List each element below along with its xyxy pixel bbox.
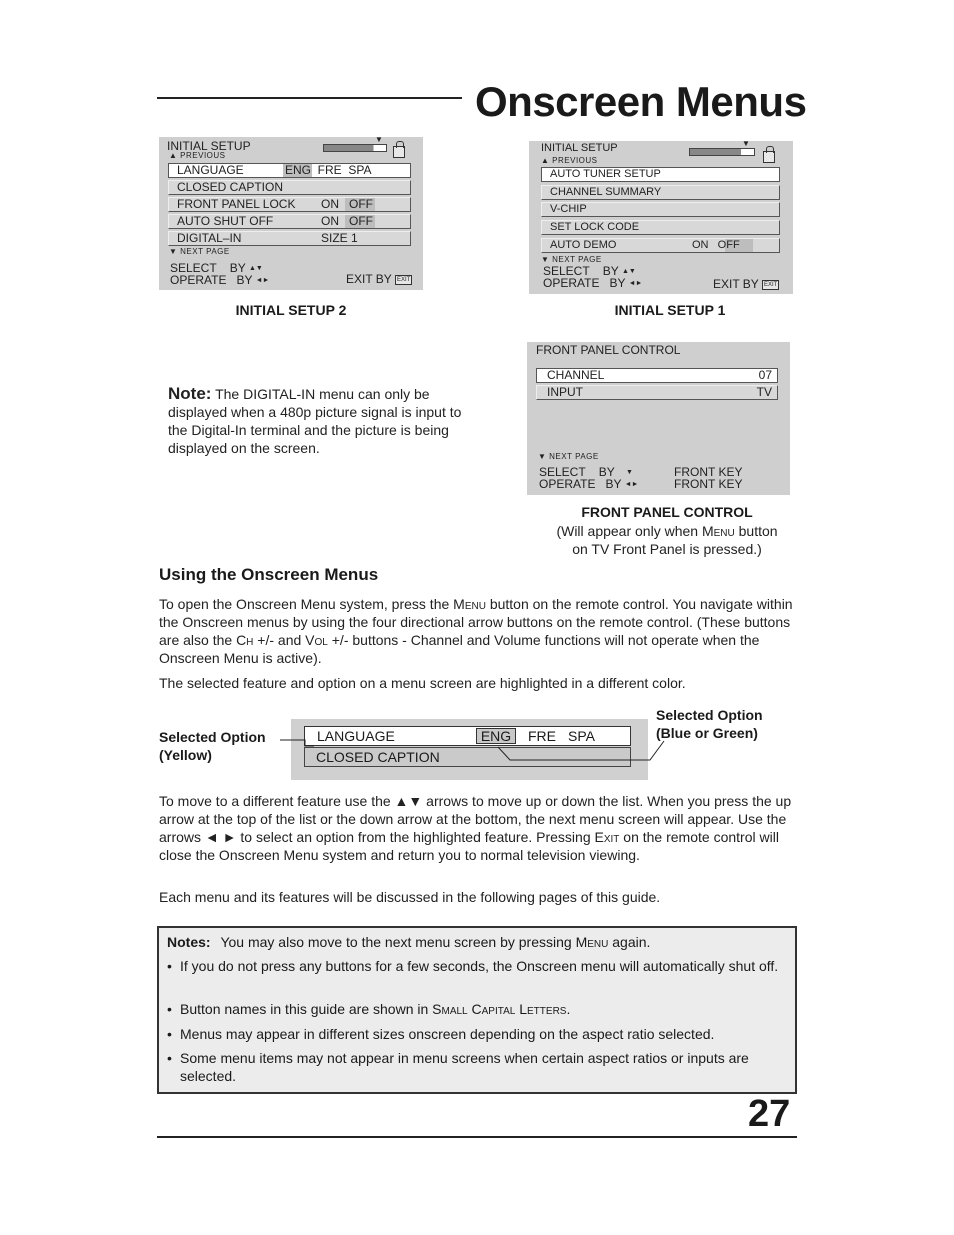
row-label: AUTO DEMO xyxy=(550,239,617,251)
row-value: ON OFF xyxy=(692,239,740,251)
up-down-arrows-icon: ▲▼ xyxy=(248,265,263,273)
down-arrow-icon: ▼ xyxy=(169,247,178,256)
page-title: Onscreen Menus xyxy=(475,78,807,125)
previous-label: ▲ PREVIOUS xyxy=(169,151,226,160)
select-by-label: SELECT BY ▼ xyxy=(539,465,633,479)
row-value: SIZE 1 xyxy=(321,231,358,245)
select-by-label: SELECT BY ▲▼ xyxy=(170,261,263,275)
option-spa[interactable]: SPA xyxy=(568,728,595,744)
page-number: 27 xyxy=(748,1093,791,1135)
option-fre[interactable]: FRE xyxy=(528,728,556,744)
notes-box: Notes: You may also move to the next menu screen by pressing Menu again. • If you do not press any buttons for a few seconds, the Onscreen menu will automatically shut off. • Button names in this guide are shown in Small Capital Letters. • Menus may appear in different sizes onscreen depending on the aspect ratio selected. • Some menu items may not appear in menu screens when certain aspect ratios or inputs are selected. xyxy=(157,926,797,1094)
callout-line-yellow xyxy=(280,740,314,746)
left-right-arrows-icon: ◄► xyxy=(624,481,639,489)
callout-line-blue xyxy=(498,741,664,760)
row-value: ENG FRE SPA xyxy=(285,163,372,177)
next-page-label: ▼ NEXT PAGE xyxy=(169,247,230,256)
note-text: The DIGITAL-IN menu can only be displayed when a 480p picture signal is input to the Digital-In terminal and the picture is being displayed on the screen. xyxy=(168,386,462,456)
row-value: TV xyxy=(756,385,772,399)
paragraph-highlight: The selected feature and option on a menu screen are highlighted in a different color. xyxy=(159,675,686,691)
menu-title: INITIAL SETUP xyxy=(541,142,618,154)
previous-label: ▲ PREVIOUS xyxy=(541,156,598,165)
row-label: V-CHIP xyxy=(550,203,587,215)
row-label: CHANNEL xyxy=(547,368,605,382)
left-right-arrows-icon: ◄► xyxy=(628,280,643,288)
left-right-arrows-icon: ◄► xyxy=(255,277,270,285)
exit-icon: EXIT xyxy=(396,276,411,283)
up-arrow-icon: ▲ xyxy=(169,151,178,160)
down-arrow-icon: ▼ xyxy=(541,255,550,264)
caption-initial-setup-1: INITIAL SETUP 1 xyxy=(614,302,726,318)
marker-down-icon: ▼ xyxy=(375,135,383,144)
menu-title: INITIAL SETUP xyxy=(167,139,251,153)
row-label: CLOSED CAPTION xyxy=(316,749,440,765)
selected-option-blue-label: Selected Option (Blue or Green) xyxy=(656,707,763,741)
up-down-arrows-icon: ▲▼ xyxy=(621,268,636,276)
caption-initial-setup-2: INITIAL SETUP 2 xyxy=(235,302,347,318)
paragraph-discussed: Each menu and its features will be discussed in the following pages of this guide. xyxy=(159,889,661,905)
notes-label: Notes: xyxy=(167,934,211,950)
exit-by-label: EXIT BY EXIT xyxy=(346,272,411,286)
row-label: FRONT PANEL LOCK xyxy=(177,197,296,211)
operate-by-label: OPERATE BY ◄► xyxy=(543,276,643,290)
menu-title: FRONT PANEL CONTROL xyxy=(536,343,681,357)
next-page-label: ▼ NEXT PAGE xyxy=(538,452,599,461)
row-label: CLOSED CAPTION xyxy=(177,180,284,194)
next-page-label: ▼ NEXT PAGE xyxy=(541,255,602,264)
operate-by-label: OPERATE BY ◄► xyxy=(539,477,639,491)
row-value: 07 xyxy=(758,368,772,382)
selected-option-eng[interactable]: ENG xyxy=(476,728,516,744)
row-value: ON OFF xyxy=(321,214,373,228)
row-label: DIGITAL–IN xyxy=(177,231,242,245)
caption-front-panel-control: FRONT PANEL CONTROL xyxy=(581,504,753,520)
row-value: ON OFF xyxy=(321,197,373,211)
up-arrow-icon: ▲ xyxy=(541,156,550,165)
exit-icon: EXIT xyxy=(763,281,778,288)
row-label: SET LOCK CODE xyxy=(550,221,640,233)
row-label: LANGUAGE xyxy=(317,728,395,744)
marker-down-icon: ▼ xyxy=(742,139,750,148)
section-heading: Using the Onscreen Menus xyxy=(159,565,379,584)
down-arrow-icon: ▼ xyxy=(538,452,547,461)
front-key-label-2: FRONT KEY xyxy=(674,477,743,491)
row-label: AUTO TUNER SETUP xyxy=(550,168,661,180)
caption-front-panel-note: (Will appear only when Menu button on TV Front Panel is pressed.) xyxy=(556,523,778,557)
row-label: INPUT xyxy=(547,385,583,399)
paragraph-open-menu: To open the Onscreen Menu system, press the Menu button on the remote control. You navigate within the Onscreen menus by using the four directional arrow buttons on the remote control. (These buttons are also the Ch +/- and Vol +/- buttons - Channel and Volume functions will not operate when the Onscreen Menu is active). xyxy=(159,596,793,666)
selected-option-yellow-label: Selected Option (Yellow) xyxy=(159,729,266,763)
row-label: CHANNEL SUMMARY xyxy=(550,186,662,198)
exit-by-label: EXIT BY EXIT xyxy=(713,277,778,291)
select-by-label: SELECT BY ▲▼ xyxy=(543,264,636,278)
paragraph-navigation: To move to a different feature use the ▲▼ arrows to move up or down the list. When you press the up arrow at the top of the list or the down arrow at the bottom, the next menu screen will appear. Use the arrows ◄ ► to select an option from the highlighted feature. Pressing Exit on the remote control will close the Onscreen Menu system and return you to normal television viewing. xyxy=(159,793,792,863)
note-label: Note: xyxy=(168,384,212,403)
row-label: LANGUAGE xyxy=(177,163,244,177)
front-key-label-1: FRONT KEY xyxy=(674,465,743,479)
notes-intro: Notes: You may also move to the next menu screen by pressing Menu again. xyxy=(167,934,651,950)
row-label: AUTO SHUT OFF xyxy=(177,214,274,228)
operate-by-label: OPERATE BY ◄► xyxy=(170,273,270,287)
footer-rule xyxy=(157,1136,797,1138)
down-arrow-icon: ▼ xyxy=(625,469,633,477)
